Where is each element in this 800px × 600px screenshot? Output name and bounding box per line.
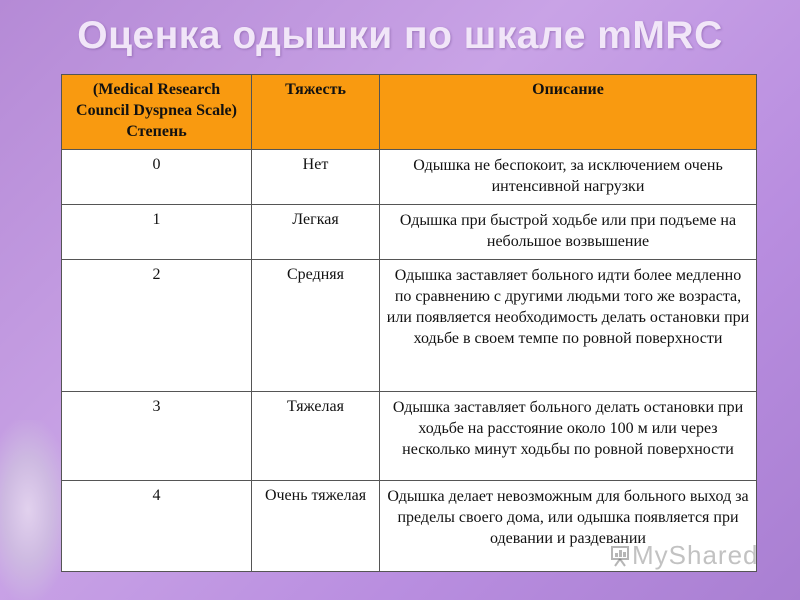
slide-title: Оценка одышки по шкале mMRC <box>77 14 723 57</box>
cell-description: Одышка при быстрой ходьбе или при подъеме на небольшое возвышение <box>380 205 757 260</box>
presentation-icon <box>610 543 630 565</box>
cell-severity: Легкая <box>252 205 380 260</box>
cell-grade: 1 <box>62 205 252 260</box>
cell-severity: Очень тяжелая <box>252 481 380 572</box>
table-row <box>62 205 757 260</box>
cell-description: Одышка заставляет больного делать остановки при ходьбе на расстояние около 100 м или через несколько минут ходьбы по ровной поверхности <box>380 392 757 481</box>
watermark <box>610 540 759 571</box>
table-row <box>62 392 757 481</box>
table-header-row <box>62 75 757 150</box>
watermark-text: MyShared <box>632 540 759 570</box>
cell-severity: Тяжелая <box>252 392 380 481</box>
cell-grade: 4 <box>62 481 252 572</box>
cell-description: Одышка не беспокоит, за исключением очень интенсивной нагрузки <box>380 150 757 205</box>
table-row <box>62 260 757 392</box>
header-description: Описание <box>380 75 757 150</box>
cell-description: Одышка заставляет больного идти более медленно по сравнению с другими людьми того же возраста, или появляется необходимость делать остановки при ходьбе в своем темпе по ровной поверхности <box>380 260 757 392</box>
mmrc-table <box>61 74 757 572</box>
cell-grade: 2 <box>62 260 252 392</box>
header-grade: (Medical Research Council Dyspnea Scale) Степень <box>62 75 252 150</box>
cell-description: Одышка делает невозможным для больного выход за пределы своего дома, или одышка появляется при одевании и раздевании <box>380 481 757 572</box>
header-severity: Тяжесть <box>252 75 380 150</box>
table-row <box>62 150 757 205</box>
xray-image-fragment <box>0 420 70 600</box>
cell-grade: 3 <box>62 392 252 481</box>
cell-grade: 0 <box>62 150 252 205</box>
cell-severity: Нет <box>252 150 380 205</box>
cell-severity: Средняя <box>252 260 380 392</box>
